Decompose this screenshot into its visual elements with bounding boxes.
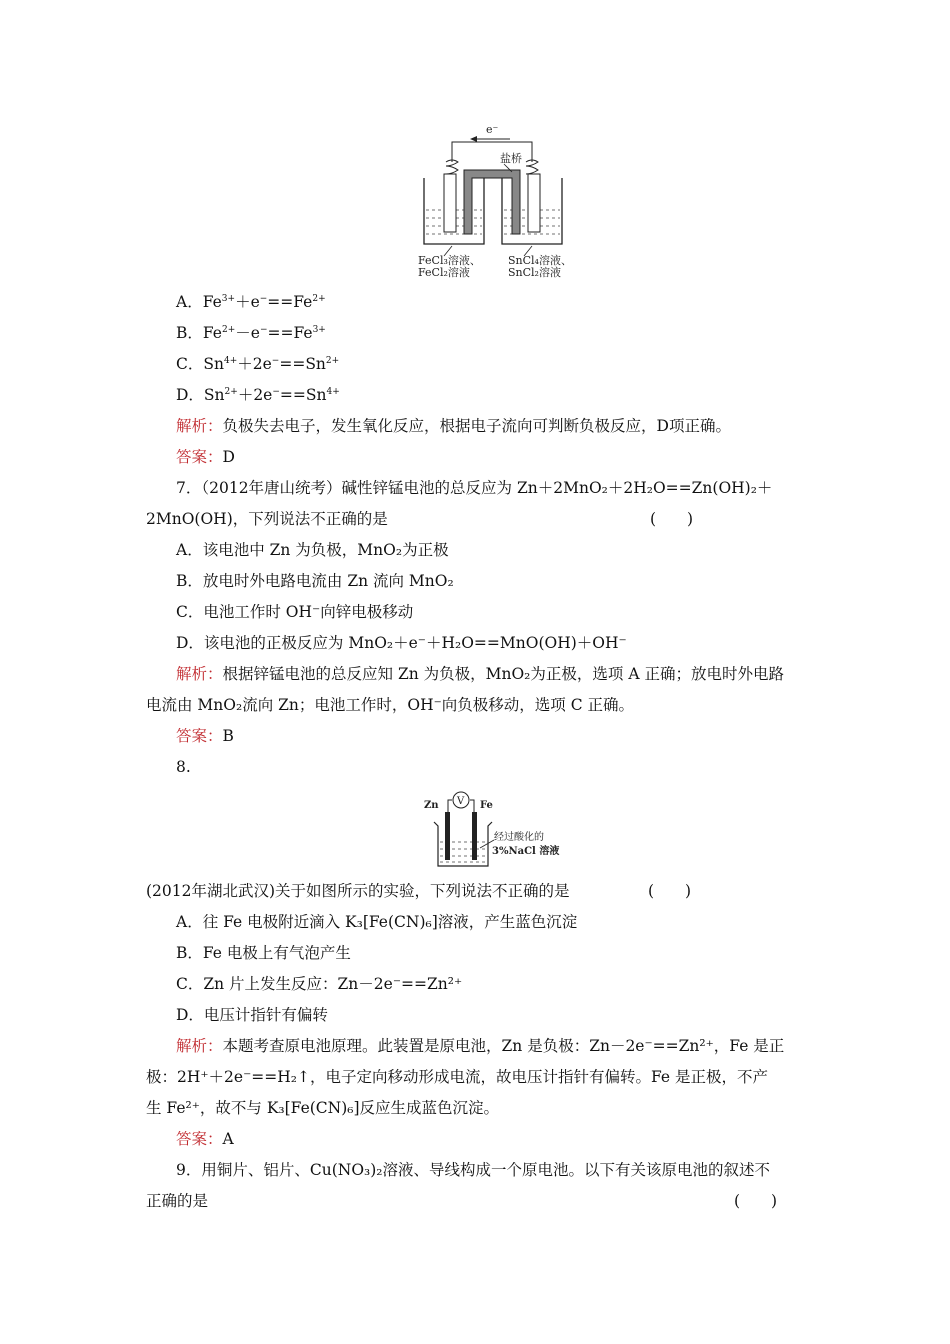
q8-analysis-line-3: 生 Fe²⁺，故不与 K₃[Fe(CN)₆]反应生成蓝色沉淀。 bbox=[146, 1099, 500, 1117]
q7-analysis-line-1: 解析：根据锌锰电池的总反应知 Zn 为负极，MnO₂为正极，选项 A 正确；放电时外电路 bbox=[176, 665, 784, 683]
q7-answer: 答案：B bbox=[176, 727, 234, 745]
answer-label: 答案： bbox=[176, 448, 223, 466]
salt-bridge-label: 盐桥 bbox=[500, 152, 522, 165]
q8-answer-blank: ( ) bbox=[648, 882, 692, 900]
voltmeter-icon: V bbox=[457, 796, 465, 807]
q7-option-d: D．该电池的正极反应为 MnO₂＋e⁻＋H₂O==MnO(OH)＋OH⁻ bbox=[176, 634, 627, 652]
q8-answer: 答案：A bbox=[176, 1130, 234, 1148]
right-solution-label-1: SnCl₄溶液、 bbox=[508, 254, 572, 267]
q7-stem-line-2: 2MnO(OH)，下列说法不正确的是 bbox=[146, 510, 388, 528]
analysis-label: 解析： bbox=[176, 1037, 223, 1055]
fe-label: Fe bbox=[480, 800, 493, 811]
q8-option-b: B．Fe 电极上有气泡产生 bbox=[176, 944, 351, 962]
q8-number: 8. bbox=[176, 758, 191, 776]
q8-analysis-line-1: 解析：本题考查原电池原理。此装置是原电池，Zn 是负极：Zn－2e⁻==Zn²⁺，Fe 是正 bbox=[176, 1037, 785, 1055]
q8-option-a: A．往 Fe 电极附近滴入 K₃[Fe(CN)₆]溶液，产生蓝色沉淀 bbox=[176, 913, 578, 931]
analysis-label: 解析： bbox=[176, 665, 223, 683]
q8-option-d: D．电压计指针有偏转 bbox=[176, 1006, 328, 1024]
solution-label-2: 3%NaCl 溶液 bbox=[492, 846, 560, 857]
q7-analysis-line-2: 电流由 MnO₂流向 Zn；电池工作时，OH⁻向负极移动，选项 C 正确。 bbox=[146, 696, 635, 714]
left-solution-label-2: FeCl₂溶液 bbox=[418, 266, 470, 279]
zn-fe-cell-figure bbox=[420, 786, 580, 870]
electron-label: e⁻ bbox=[486, 123, 499, 136]
q6-option-b: B．$Fe^{2+}-e^-==Fe^{3+}$ bbox=[176, 324, 326, 342]
solution-label-1: 经过酸化的 bbox=[494, 832, 544, 843]
answer-label: 答案： bbox=[176, 727, 223, 745]
q6-answer: 答案：D bbox=[176, 448, 235, 466]
q7-stem-line-1: 7．（2012年唐山统考）碱性锌锰电池的总反应为 Zn＋2MnO₂＋2H₂O==Zn(OH)₂＋ bbox=[176, 479, 773, 497]
q6-option-d: D．$Sn^{2+}+2e^-==Sn^{4+}$ bbox=[176, 386, 340, 404]
zn-label: Zn bbox=[424, 800, 439, 811]
q9-stem-line-1: 9．用铜片、铝片、Cu(NO₃)₂溶液、导线构成一个原电池。以下有关该原电池的叙述不 bbox=[176, 1161, 770, 1179]
right-solution-label-2: SnCl₂溶液 bbox=[508, 266, 561, 279]
q6-option-a: A．$Fe^{3+}+e^-==Fe^{2+}$ bbox=[176, 293, 326, 311]
q6-option-c: C．$Sn^{4+}+2e^-==Sn^{2+}$ bbox=[176, 355, 340, 373]
answer-label: 答案： bbox=[176, 1130, 223, 1148]
q7-answer-blank: ( ) bbox=[650, 510, 694, 528]
q6-analysis: 解析：负极失去电子，发生氧化反应，根据电子流向可判断负极反应，D项正确。 bbox=[176, 417, 731, 435]
q9-answer-blank: ( ) bbox=[734, 1192, 778, 1210]
q7-option-b: B．放电时外电路电流由 Zn 流向 MnO₂ bbox=[176, 572, 454, 590]
analysis-label: 解析： bbox=[176, 417, 223, 435]
q9-stem-line-2: 正确的是 bbox=[146, 1192, 209, 1210]
q8-analysis-line-2: 极：2H⁺＋2e⁻==H₂↑，电子定向移动形成电流，故电压计指针有偏转。Fe 是正极，不产 bbox=[146, 1068, 768, 1086]
left-solution-label-1: FeCl₃溶液、 bbox=[418, 254, 481, 267]
q8-stem: (2012年湖北武汉)关于如图所示的实验，下列说法不正确的是 bbox=[146, 882, 570, 900]
q8-option-c: C．Zn 片上发生反应：Zn－2e⁻==Zn²⁺ bbox=[176, 975, 463, 993]
q7-option-a: A．该电池中 Zn 为负极，MnO₂为正极 bbox=[176, 541, 449, 559]
salt-bridge-cell-figure bbox=[408, 118, 576, 280]
q7-option-c: C．电池工作时 OH⁻向锌电极移动 bbox=[176, 603, 414, 621]
